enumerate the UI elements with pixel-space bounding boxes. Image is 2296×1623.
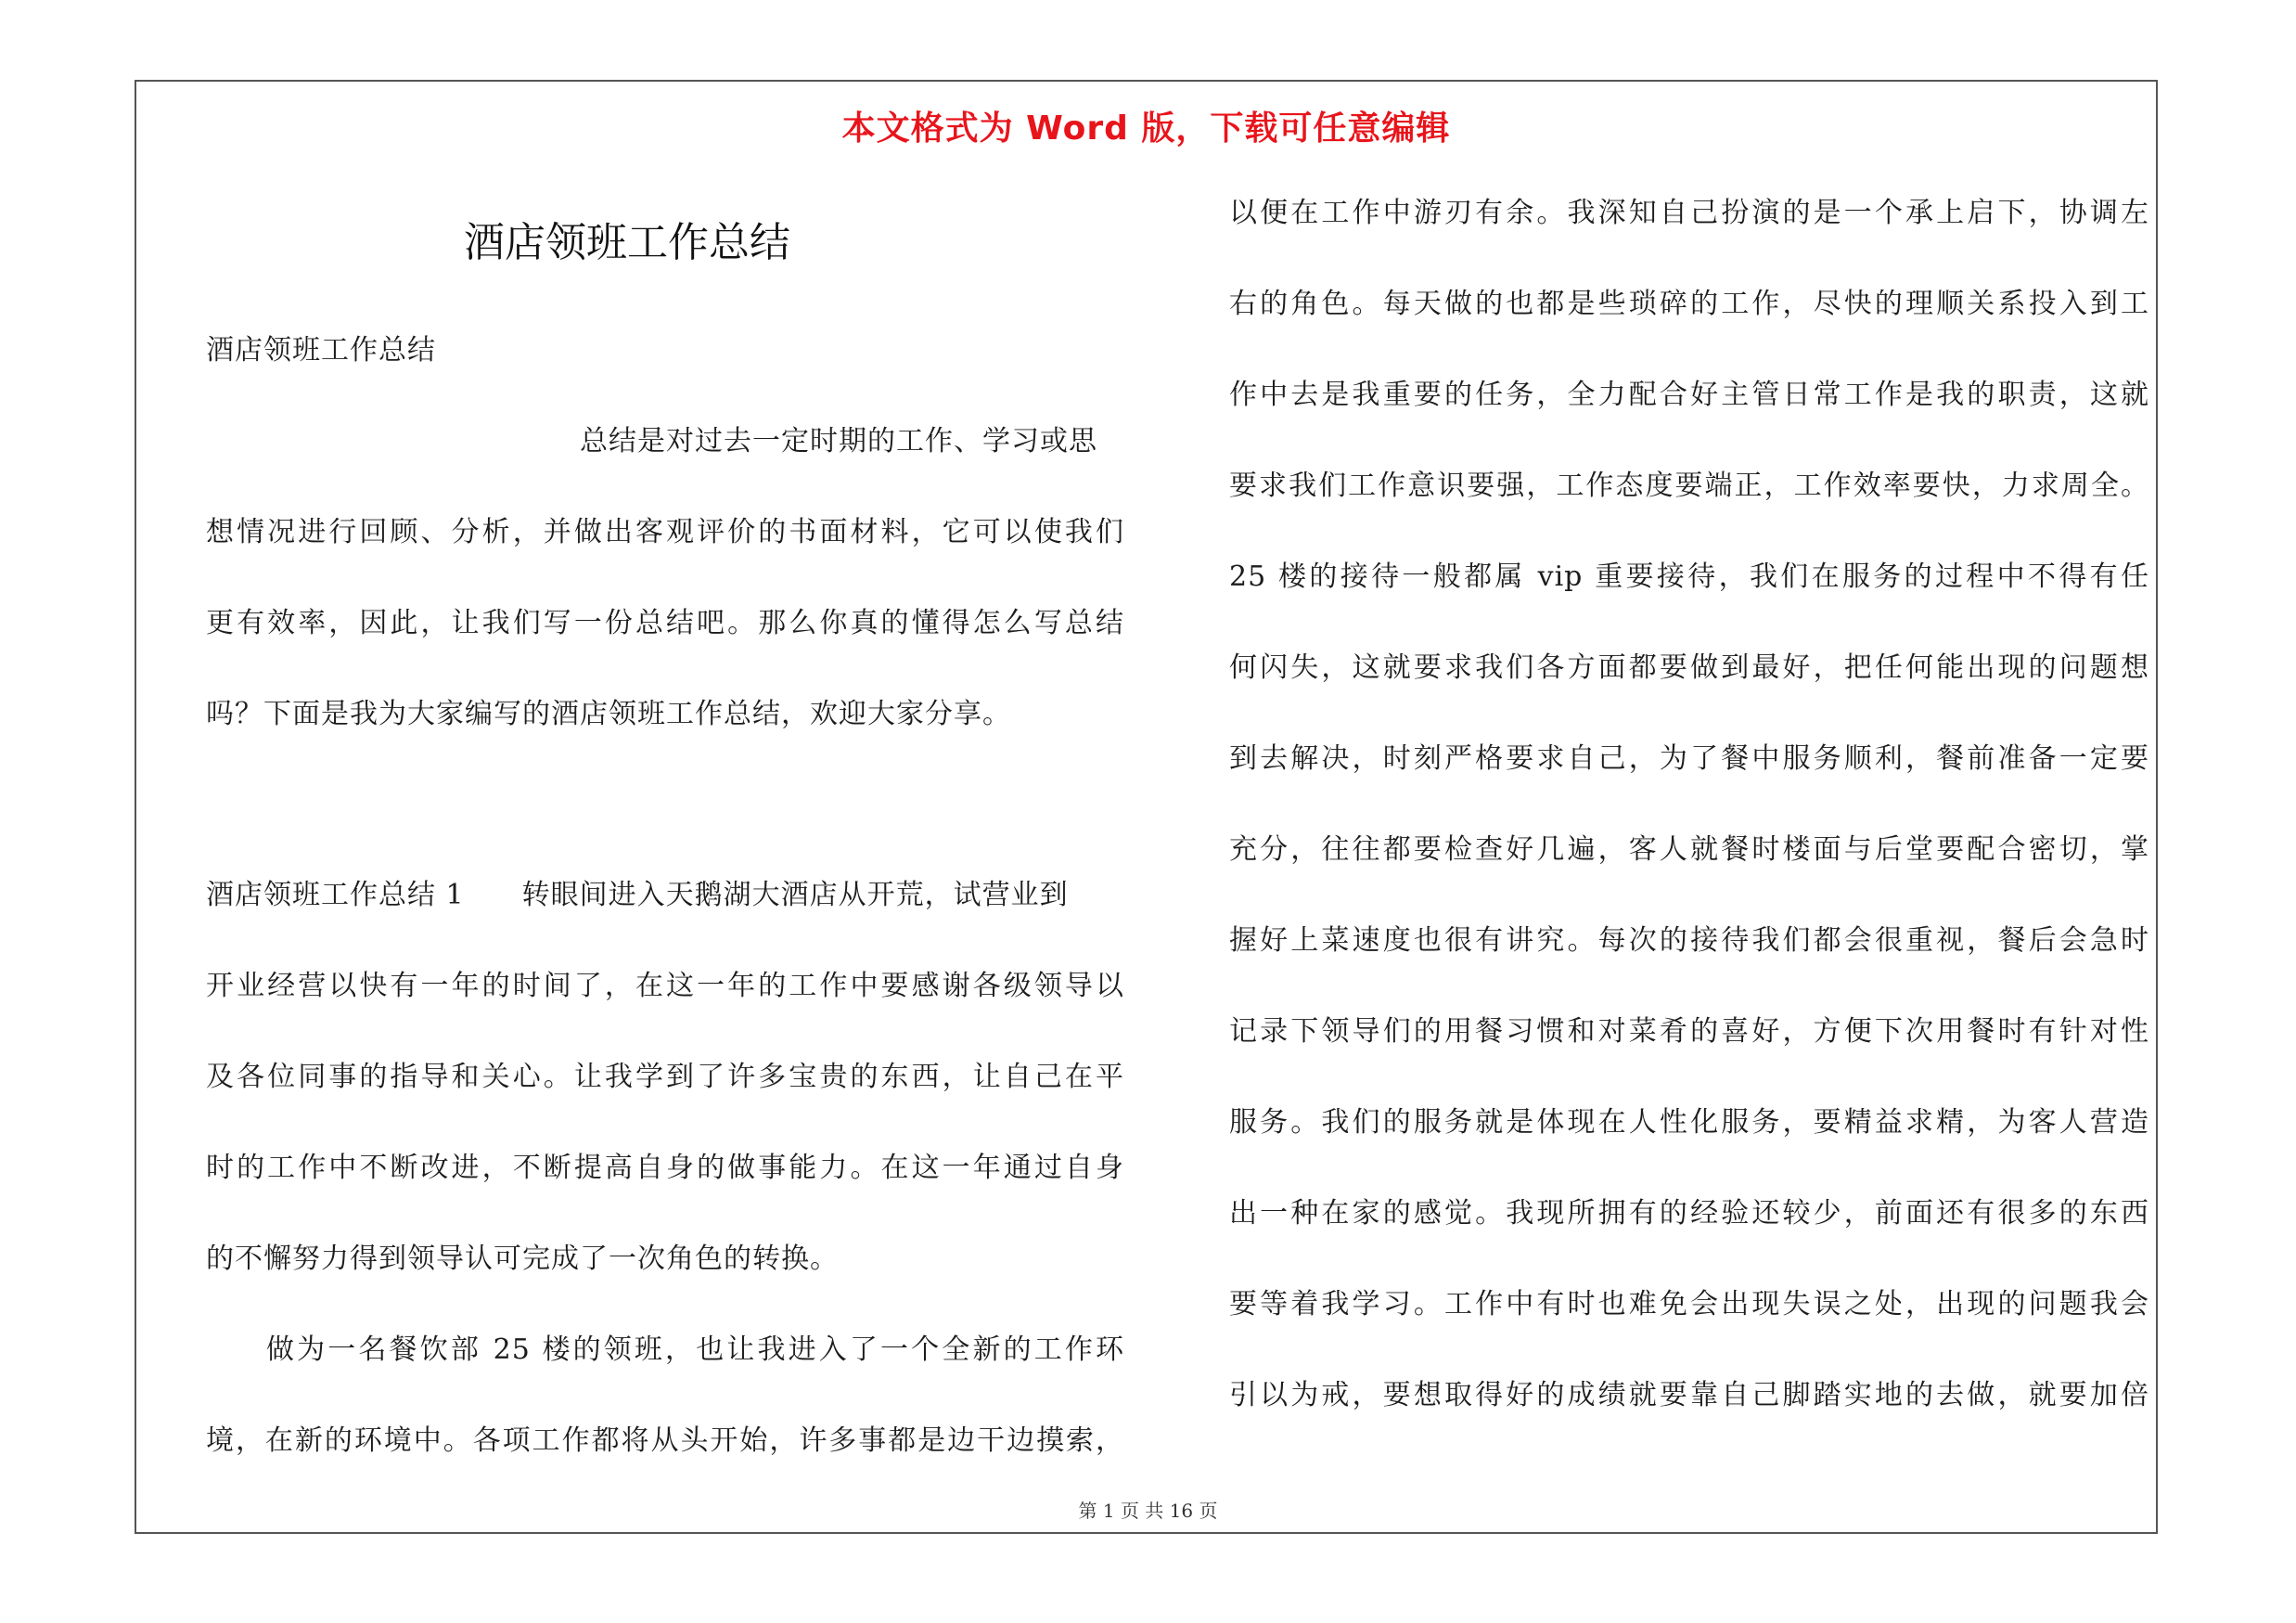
right-line-7: 充分，往往都要检查好几遍，客人就餐时楼面与后堂要配合密切，掌 bbox=[1229, 833, 2149, 866]
right-line-11: 出一种在家的感觉。我现所拥有的经验还较少，前面还有很多的东西 bbox=[1229, 1197, 2149, 1230]
left-line-7: 及各位同事的指导和关心。让我学到了许多宝贵的东西，让自己在平 bbox=[206, 1061, 1124, 1093]
left-line-1: 总结是对过去一定时期的工作、学习或思 bbox=[580, 425, 1097, 457]
right-line-8: 握好上菜速度也很有讲究。每次的接待我们都会很重视，餐后会急时 bbox=[1229, 924, 2149, 957]
left-line-4: 吗？下面是我为大家编写的酒店领班工作总结，欢迎大家分享。 bbox=[206, 698, 1011, 730]
right-line-10: 服务。我们的服务就是体现在人性化服务，要精益求精，为客人营造 bbox=[1229, 1106, 2149, 1139]
left-line-2: 想情况进行回顾、分析，并做出客观评价的书面材料，它可以使我们 bbox=[206, 516, 1124, 548]
page-footer: 第 1 页 共 16 页 bbox=[1078, 1500, 1218, 1522]
left-line-11: 境，在新的环境中。各项工作都将从头开始，许多事都是边干边摸索， bbox=[206, 1424, 1124, 1457]
left-line-10: 做为一名餐饮部 25 楼的领班，也让我进入了一个全新的工作环 bbox=[266, 1333, 1124, 1366]
right-line-6: 到去解决，时刻严格要求自己，为了餐中服务顺利，餐前准备一定要 bbox=[1229, 742, 2149, 775]
format-banner: 本文格式为 Word 版，下载可任意编辑 bbox=[841, 109, 1451, 148]
right-line-9: 记录下领导们的用餐习惯和对菜肴的喜好，方便下次用餐时有针对性 bbox=[1229, 1015, 2149, 1048]
right-line-0: 以便在工作中游刃有余。我深知自己扮演的是一个承上启下，协调左 bbox=[1229, 197, 2149, 229]
right-line-1: 右的角色。每天做的也都是些琐碎的工作，尽快的理顺关系投入到工 bbox=[1229, 288, 2149, 320]
right-line-5: 何闪失，这就要求我们各方面都要做到最好，把任何能出现的问题想 bbox=[1229, 651, 2149, 684]
left-line-6: 开业经营以快有一年的时间了，在这一年的工作中要感谢各级领导以 bbox=[206, 970, 1124, 1002]
right-line-13: 引以为戒，要想取得好的成绩就要靠自己脚踏实地的去做，就要加倍 bbox=[1229, 1379, 2149, 1411]
right-line-3: 要求我们工作意识要强，工作态度要端正，工作效率要快，力求周全。 bbox=[1229, 470, 2149, 502]
left-line-5: 酒店领班工作总结 1 转眼间进入天鹅湖大酒店从开荒，试营业到 bbox=[206, 879, 1069, 911]
right-line-2: 作中去是我重要的任务，全力配合好主管日常工作是我的职责，这就 bbox=[1229, 379, 2149, 411]
right-line-12: 要等着我学习。工作中有时也难免会出现失误之处，出现的问题我会 bbox=[1229, 1288, 2149, 1320]
left-line-0: 酒店领班工作总结 bbox=[206, 334, 436, 367]
right-line-4: 25 楼的接待一般都属 vip 重要接待，我们在服务的过程中不得有任 bbox=[1229, 560, 2149, 593]
left-line-9: 的不懈努力得到领导认可完成了一次角色的转换。 bbox=[206, 1243, 839, 1275]
document-title: 酒店领班工作总结 bbox=[464, 219, 790, 266]
left-line-3: 更有效率，因此，让我们写一份总结吧。那么你真的懂得怎么写总结 bbox=[206, 607, 1124, 639]
left-line-8: 时的工作中不断改进，不断提高自身的做事能力。在这一年通过自身 bbox=[206, 1152, 1124, 1184]
